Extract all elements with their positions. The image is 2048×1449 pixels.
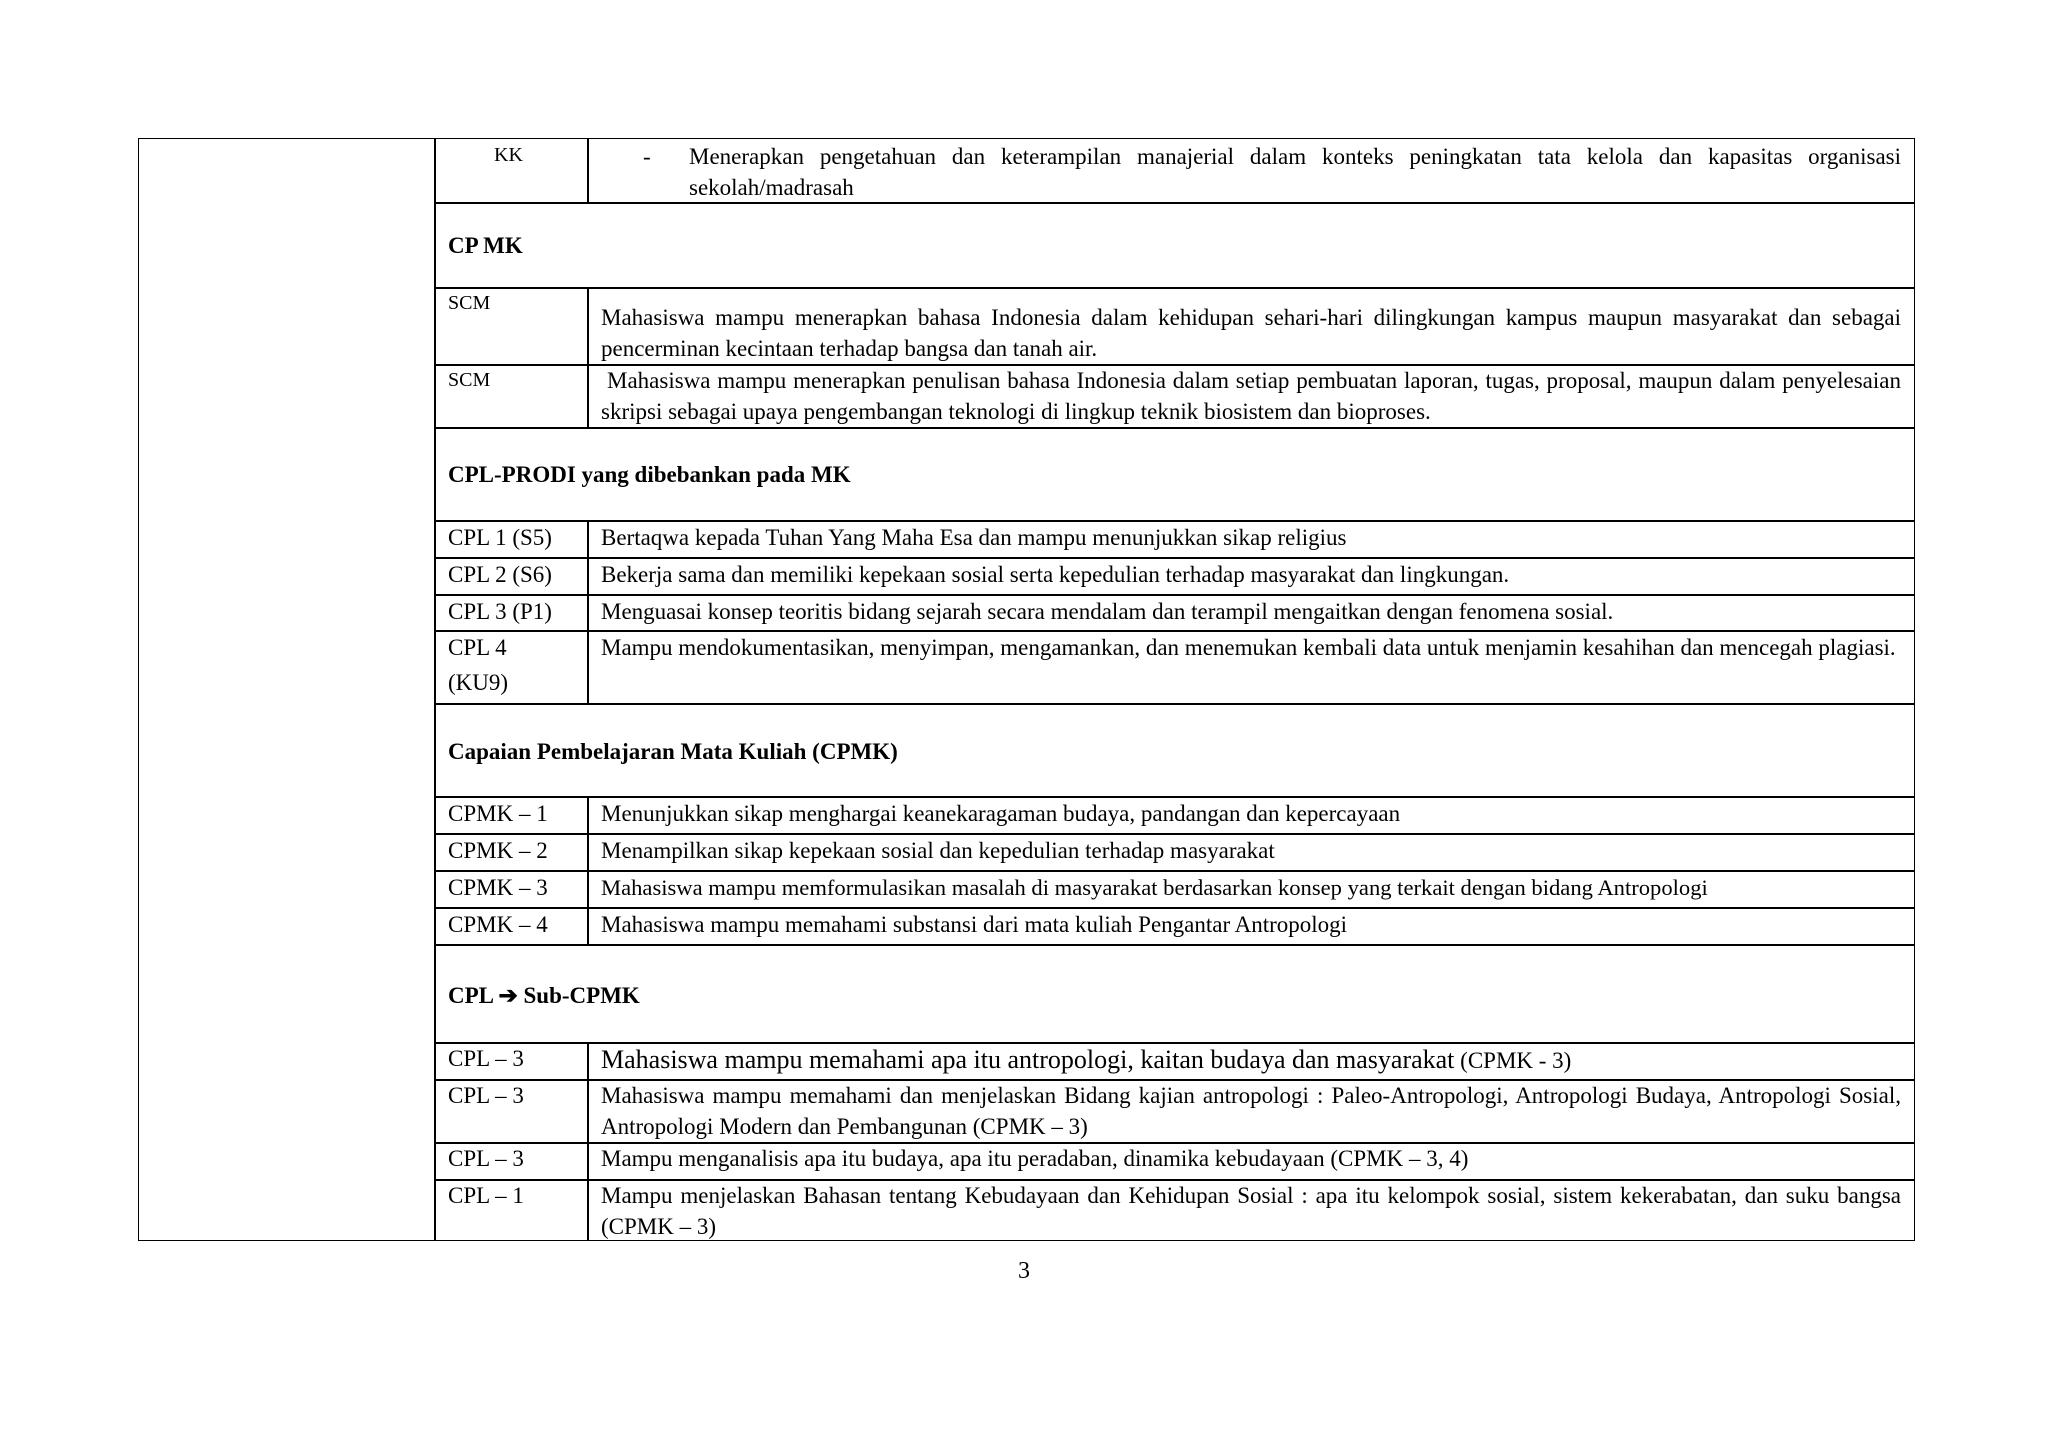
cpmk-code: CPMK – 2 <box>448 838 548 863</box>
sub-cpmk-code: CPL – 3 <box>448 1083 524 1108</box>
kk-code: KK <box>494 144 523 166</box>
kk-bullet: - <box>643 144 651 169</box>
cpl-prodi-text: Bertaqwa kepada Tuhan Yang Maha Esa dan mampu menunjukkan sikap religius <box>601 525 1347 550</box>
sub-cpmk-text-ref: (CPMK - 3) <box>1460 1048 1572 1073</box>
cpl-prodi-code: CPL 3 (P1) <box>448 599 552 624</box>
sub-cpmk-text: Mampu menjelaskan Bahasan tentang Kebudayaan dan Kehidupan Sosial : apa itu kelompok sosial, sistem kekerabatan, dan suku bangsa (CPMK – 3) <box>601 1183 1901 1239</box>
cpmk-text: Menunjukkan sikap menghargai keanekaragaman budaya, pandangan dan kepercayaan <box>601 801 1401 826</box>
table-divider-left-column <box>434 138 436 1241</box>
cpmk-text: Mahasiswa mampu memahami substansi dari mata kuliah Pengantar Antropologi <box>601 912 1348 937</box>
row-divider <box>434 703 1915 705</box>
cp-mk-text: Mahasiswa mampu menerapkan penulisan bahasa Indonesia dalam setiap pembuatan laporan, tugas, proposal, maupun dalam penyelesaian skripsi sebagai upaya pengembangan teknologi di lingkup teknik biosistem dan bioproses. <box>601 368 1901 424</box>
cp-mk-code: SCM <box>448 369 491 391</box>
cpl-prodi-code: CPL 2 (S6) <box>448 562 552 587</box>
cpl-prodi-text: Mampu mendokumentasikan, menyimpan, mengamankan, dan menemukan kembali data untuk menjamin kesahihan dan mencegah plagiasi. <box>601 635 1896 660</box>
table-divider-code-column <box>587 138 589 202</box>
cp-mk-heading: CP MK <box>448 233 523 258</box>
row-divider <box>434 427 1915 429</box>
sub-cpmk-text <box>601 1044 1571 1076</box>
cpmk-code: CPMK – 4 <box>448 912 548 937</box>
cpl-prodi-code: CPL 1 (S5) <box>448 525 552 550</box>
cpmk-code: CPMK – 1 <box>448 801 548 826</box>
kk-text: Menerapkan pengetahuan dan keterampilan manajerial dalam konteks peningkatan tata kelola dan kapasitas organisasi sekolah/madrasah <box>689 144 1901 200</box>
cpl-prodi-heading: CPL-PRODI yang dibebankan pada MK <box>448 462 851 487</box>
sub-cpmk-heading: CPL ➔ Sub-CPMK <box>448 983 640 1008</box>
cpmk-text: Menampilkan sikap kepekaan sosial dan kepedulian terhadap masyarakat <box>601 838 1275 863</box>
cpmk-code: CPMK – 3 <box>448 875 548 900</box>
table-divider-code-column <box>587 520 589 703</box>
cpmk-text: Mahasiswa mampu memformulasikan masalah di masyarakat berdasarkan konsep yang terkait dengan bidang Antropologi <box>601 875 1708 900</box>
cpl-prodi-text: Menguasai konsep teoritis bidang sejarah secara mendalam dan terampil mengaitkan dengan fenomena sosial. <box>601 599 1614 624</box>
cpl-prodi-code: (KU9) <box>448 670 509 695</box>
sub-cpmk-text: Mahasiswa mampu memahami dan menjelaskan Bidang kajian antropologi : Paleo-Antropologi, Antropologi Budaya, Antropologi Sosial, Antropologi Modern dan Pembangunan (CPMK – 3) <box>601 1083 1901 1139</box>
sub-cpmk-code: CPL – 1 <box>448 1183 524 1208</box>
cpl-prodi-code: CPL 4 <box>448 635 507 660</box>
table-divider-code-column <box>587 287 589 427</box>
sub-cpmk-code: CPL – 3 <box>448 1146 524 1171</box>
sub-cpmk-text: Mampu menganalisis apa itu budaya, apa itu peradaban, dinamika kebudayaan (CPMK – 3, 4) <box>601 1146 1469 1171</box>
cpl-prodi-text: Bekerja sama dan memiliki kepekaan sosial serta kepedulian terhadap masyarakat dan lingkungan. <box>601 562 1510 587</box>
row-divider <box>434 944 1915 946</box>
cp-mk-code: SCM <box>448 292 491 314</box>
page-number: 3 <box>1018 1258 1030 1284</box>
sub-cpmk-code: CPL – 3 <box>448 1046 524 1071</box>
cp-mk-text: Mahasiswa mampu menerapkan bahasa Indonesia dalam kehidupan sehari-hari dilingkungan kampus maupun masyarakat dan sebagai pencerminan kecintaan terhadap bangsa dan tanah air. <box>601 305 1901 361</box>
sub-cpmk-text-main: Mahasiswa mampu memahami apa itu antropologi, kaitan budaya dan masyarakat <box>601 1045 1455 1074</box>
cpmk-heading: Capaian Pembelajaran Mata Kuliah (CPMK) <box>448 739 898 764</box>
row-divider <box>434 287 1915 289</box>
